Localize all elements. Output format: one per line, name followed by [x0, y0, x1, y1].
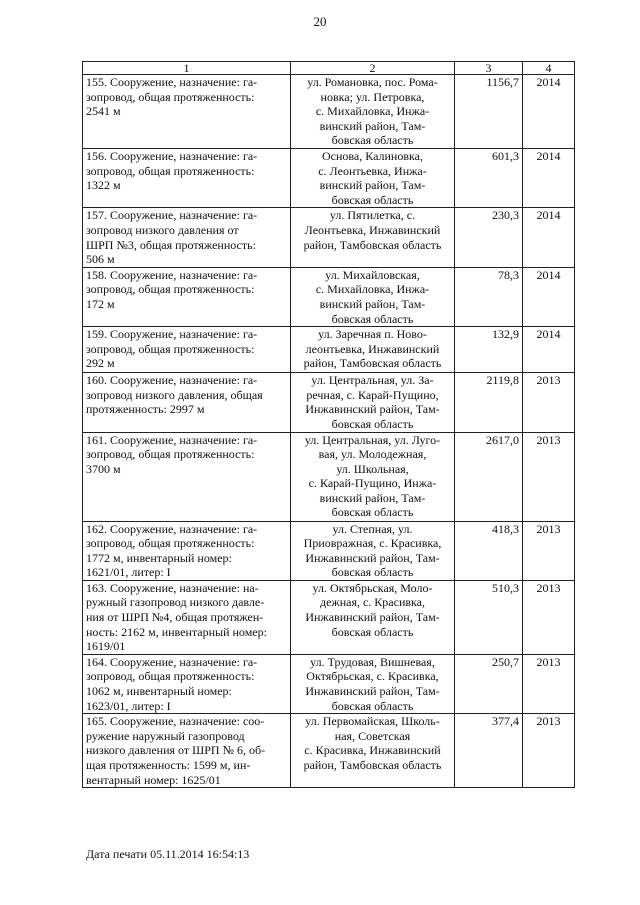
item-value-text: 377,4: [492, 714, 519, 729]
item-year-text: 2014: [536, 75, 561, 89]
item-year: [523, 580, 575, 654]
item-year-text: 2013: [536, 714, 561, 729]
column-header: 3: [455, 62, 523, 75]
table-row: [83, 267, 575, 326]
print-date: Дата печати 05.11.2014 16:54:13: [86, 847, 250, 861]
item-address-text: ул. Октябрьская, Моло- дежная, с. Красивка, Инжавинский район, Там- бовская область: [305, 580, 440, 639]
table-header-row: [83, 62, 575, 75]
item-description: [83, 75, 291, 149]
item-value: [455, 373, 523, 432]
item-year-text: 2013: [536, 521, 561, 536]
table-row: [83, 714, 575, 788]
column-header: 1: [83, 62, 291, 75]
item-year: [523, 267, 575, 326]
table-row: [83, 75, 575, 149]
item-value-text: 601,3: [492, 149, 519, 163]
item-address-text: ул. Первомайская, Школь- ная, Советская с. Красивка, Инжавинский район, Тамбовская область: [303, 714, 442, 773]
item-value: [455, 432, 523, 521]
item-value: [455, 208, 523, 267]
item-value: [455, 654, 523, 713]
table-row: [83, 327, 575, 373]
item-address: [291, 521, 455, 580]
table-row: [83, 521, 575, 580]
item-address-text: ул. Михайловская, с. Михайловка, Инжа- винский район, Там- бовская область: [315, 267, 430, 326]
item-address: [291, 267, 455, 326]
item-year: [523, 714, 575, 788]
item-value: [455, 327, 523, 373]
item-year-text: 2014: [536, 149, 561, 163]
table-row: [83, 149, 575, 208]
item-description: [83, 521, 291, 580]
item-year: [523, 208, 575, 267]
item-year: [523, 75, 575, 149]
item-address: [291, 75, 455, 149]
item-description: [83, 654, 291, 713]
item-year-text: 2013: [536, 373, 561, 388]
item-value: [455, 267, 523, 326]
item-value: [455, 714, 523, 788]
item-address-text: Основа, Калиновка, с. Леонтьевка, Инжа- винский район, Там- бовская область: [318, 149, 427, 207]
item-year: [523, 149, 575, 208]
item-value: [455, 75, 523, 149]
item-year: [523, 327, 575, 373]
item-address: [291, 149, 455, 208]
item-address: [291, 580, 455, 654]
item-address: [291, 654, 455, 713]
table-row: [83, 580, 575, 654]
item-value-text: 418,3: [492, 521, 519, 536]
item-address-text: ул. Центральная, ул. За- речная, с. Карай-Пущино, Инжавинский район, Там- бовская область: [305, 373, 440, 431]
item-address: [291, 327, 455, 373]
item-year: [523, 521, 575, 580]
item-description: [83, 714, 291, 788]
item-value-text: 230,3: [492, 208, 519, 223]
item-value-text: 2119,8: [486, 373, 519, 388]
item-description-text: 163. Сооружение, назначение: на- ружный газопровод низкого давле- ния от ШРП №4, общая протяжен- ность: 2162 м, инвентарный номер: 1619/01: [86, 580, 267, 654]
item-year-text: 2013: [536, 432, 561, 447]
item-description: [83, 149, 291, 208]
item-address-text: ул. Пятилетка, с. Леонтьевка, Инжавинский район, Тамбовская область: [303, 208, 442, 252]
item-year-text: 2014: [536, 327, 561, 342]
item-value-text: 510,3: [492, 580, 519, 595]
table-row: [83, 432, 575, 521]
item-description-text: 162. Сооружение, назначение: га- зопровод, общая протяженность: 1772 м, инвентарный номер: 1621/01, литер: I: [86, 521, 258, 580]
item-value: [455, 521, 523, 580]
column-header: 2: [291, 62, 455, 75]
item-description: [83, 327, 291, 373]
item-description: [83, 580, 291, 654]
table-row: [83, 654, 575, 713]
item-value: [455, 580, 523, 654]
item-address: [291, 714, 455, 788]
item-address: [291, 208, 455, 267]
table-row: [83, 208, 575, 267]
item-description-text: 155. Сооружение, назначение: га- зопровод, общая протяженность: 2541 м: [86, 75, 258, 119]
item-year: [523, 373, 575, 432]
item-description: [83, 267, 291, 326]
item-address-text: ул. Центральная, ул. Луго- вая, ул. Молодежная, ул. Школьная, с. Карай-Пущино, Инжа- винский район, Там- бовская область: [304, 432, 441, 520]
property-table: [82, 61, 575, 788]
item-address-text: ул. Степная, ул. Приовражная, с. Красивка, Инжавинский район, Там- бовская область: [303, 521, 442, 580]
item-year: [523, 654, 575, 713]
item-value-text: 250,7: [492, 654, 519, 669]
item-year-text: 2014: [536, 208, 561, 223]
item-value-text: 1156,7: [486, 75, 519, 89]
item-description: [83, 208, 291, 267]
item-description-text: 160. Сооружение, назначение: га- зопровод низкого давления, общая протяженность: 2997 м: [86, 373, 263, 417]
item-description: [83, 432, 291, 521]
item-value-text: 2617,0: [486, 432, 519, 447]
item-description-text: 159. Сооружение, назначение: га- зопровод, общая протяженность: 292 м: [86, 327, 258, 371]
item-address-text: ул. Романовка, пос. Рома- новка; ул. Петровка, с. Михайловка, Инжа- винский район, Там- бовская область: [307, 75, 438, 148]
item-year-text: 2014: [536, 267, 561, 282]
item-description-text: 165. Сооружение, назначение: соо- ружение наружный газопровод низкого давления от ШРП № 6, об- щая протяженность: 1599 м, ин- вентарный номер: 1625/01: [86, 714, 266, 787]
item-address-text: ул. Заречная п. Ново- леонтьевка, Инжавинский район, Тамбовская область: [303, 327, 442, 371]
table-row: [83, 373, 575, 432]
item-address: [291, 373, 455, 432]
item-description-text: 158. Сооружение, назначение: га- зопровод, общая протяженность: 172 м: [86, 267, 258, 311]
item-year: [523, 432, 575, 521]
item-description-text: 157. Сооружение, назначение: га- зопровод низкого давления от ШРП №3, общая протяженность: 506 м: [86, 208, 258, 267]
item-address: [291, 432, 455, 521]
item-description-text: 161. Сооружение, назначение: га- зопровод, общая протяженность: 3700 м: [86, 432, 258, 476]
item-year-text: 2013: [536, 580, 561, 595]
item-address-text: ул. Трудовая, Вишневая, Октябрьская, с. Красивка, Инжавинский район, Там- бовская область: [305, 654, 440, 713]
item-year-text: 2013: [536, 654, 561, 669]
item-value: [455, 149, 523, 208]
column-header: 4: [523, 62, 575, 75]
item-value-text: 132,9: [492, 327, 519, 342]
item-description-text: 164. Сооружение, назначение: га- зопровод, общая протяженность: 1062 м, инвентарный номер: 1623/01, литер: I: [86, 654, 258, 713]
item-description-text: 156. Сооружение, назначение: га- зопровод, общая протяженность: 1322 м: [86, 149, 258, 193]
item-value-text: 78,3: [498, 267, 519, 282]
item-description: [83, 373, 291, 432]
page-number: 20: [313, 14, 327, 29]
